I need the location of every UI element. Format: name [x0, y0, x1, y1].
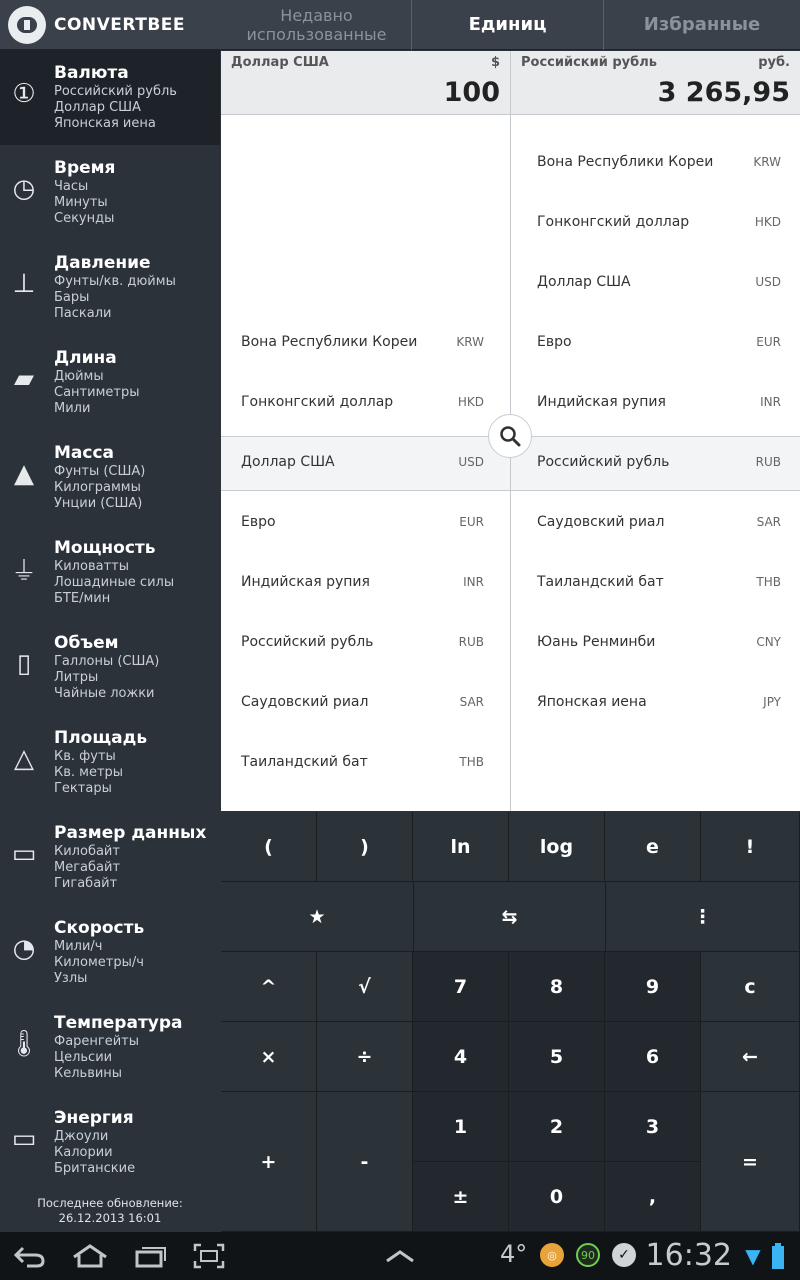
- key-button[interactable]: ln: [413, 812, 509, 882]
- sidebar-category[interactable]: [0, 1000, 220, 1095]
- weather-app-icon: ◎: [540, 1243, 564, 1267]
- sidebar-category-name: Площадь: [54, 728, 148, 748]
- unit-list-item[interactable]: [511, 255, 800, 309]
- equals-button[interactable]: =: [701, 1092, 800, 1232]
- unit-code: RUB: [458, 635, 484, 649]
- unit-code: CNY: [756, 635, 781, 649]
- sidebar-category-example: Гектары: [54, 781, 112, 796]
- minus-button[interactable]: -: [317, 1092, 413, 1232]
- from-unit-name: Доллар США: [231, 55, 329, 70]
- unit-name: Вона Республики Кореи: [537, 154, 714, 170]
- sidebar-category[interactable]: [0, 620, 220, 715]
- sidebar-category[interactable]: [0, 715, 220, 810]
- key-button[interactable]: √: [317, 952, 413, 1022]
- category-sidebar: [0, 50, 220, 1232]
- unit-code: HKD: [457, 395, 484, 409]
- conversion-header: [221, 51, 800, 115]
- sidebar-category-example: Унции (США): [54, 496, 143, 511]
- unit-lists: [221, 115, 800, 811]
- weight-icon: ▲: [14, 459, 34, 489]
- unit-code: KRW: [456, 335, 484, 349]
- sidebar-category-example: Мегабайт: [54, 860, 121, 875]
- key-button[interactable]: 3: [605, 1092, 701, 1162]
- top-bar: [0, 0, 800, 50]
- sidebar-category-name: Время: [54, 158, 116, 178]
- sidebar-category-example: Литры: [54, 670, 99, 685]
- sidebar-category-example: Мили: [54, 401, 91, 416]
- unit-list-item[interactable]: [511, 675, 800, 729]
- unit-name: Евро: [241, 514, 276, 530]
- wifi-icon: ▼: [745, 1244, 761, 1268]
- unit-list-item[interactable]: [511, 315, 800, 369]
- weather-temperature: 4°: [500, 1240, 528, 1268]
- unit-list-item[interactable]: [221, 495, 510, 549]
- key-button[interactable]: ,: [605, 1162, 701, 1232]
- sidebar-category-example: Кв. футы: [54, 749, 116, 764]
- unit-name: Гонконгский доллар: [241, 394, 394, 410]
- unit-name: Юань Ренминби: [537, 634, 656, 650]
- sidebar-category[interactable]: [0, 525, 220, 620]
- unit-name: Таиландский бат: [241, 754, 368, 770]
- clock: 16:32: [645, 1238, 732, 1273]
- sidebar-category-name: Размер данных: [54, 823, 207, 843]
- battery-icon: ▭: [11, 1124, 37, 1154]
- unit-name: Саудовский риал: [537, 514, 665, 530]
- from-unit-panel[interactable]: [221, 51, 510, 114]
- unit-name: Евро: [537, 334, 572, 350]
- unit-code: RUB: [755, 455, 781, 469]
- unit-name: Российский рубль: [537, 454, 670, 470]
- check-icon: ✓: [612, 1243, 636, 1267]
- sidebar-category-example: Километры/ч: [54, 955, 144, 970]
- unit-name: Доллар США: [537, 274, 631, 290]
- unit-name: Индийская рупия: [241, 574, 370, 590]
- sidebar-category-example: Минуты: [54, 195, 108, 210]
- app-brand: CONVERTBEE: [54, 14, 186, 35]
- pump-icon: ⊥: [12, 269, 36, 299]
- last-update-label: Последнее обновление:: [37, 1196, 183, 1210]
- unit-code: JPY: [763, 695, 781, 709]
- sidebar-category-example: Кельвины: [54, 1066, 123, 1081]
- sidebar-category[interactable]: [0, 145, 220, 240]
- unit-list-item[interactable]: [511, 555, 800, 609]
- sidebar-category-name: Масса: [54, 443, 115, 463]
- home-icon[interactable]: [70, 1240, 110, 1272]
- sidebar-category[interactable]: [0, 335, 220, 430]
- key-button[interactable]: 2: [509, 1092, 605, 1162]
- key-button[interactable]: 1: [413, 1092, 509, 1162]
- to-unit-symbol: руб.: [758, 55, 790, 70]
- sidebar-category-example: Японская иена: [54, 116, 156, 131]
- search-icon: [499, 425, 521, 447]
- sidebar-category-name: Давление: [54, 253, 151, 273]
- sidebar-category-example: Доллар США: [54, 100, 141, 115]
- sidebar-category-example: Цельсии: [54, 1050, 113, 1065]
- key-button[interactable]: 6: [605, 1022, 701, 1092]
- sidebar-category-name: Мощность: [54, 538, 156, 558]
- sidebar-category-name: Температура: [54, 1013, 183, 1033]
- back-icon[interactable]: [12, 1240, 48, 1272]
- sidebar-category-example: Сантиметры: [54, 385, 140, 400]
- ruler-icon: ▰: [14, 364, 34, 394]
- sidebar-category-example: Британские: [54, 1161, 136, 1176]
- sidebar-category-example: Паскали: [54, 306, 112, 321]
- key-button[interactable]: e: [605, 812, 701, 882]
- to-value: 3 265,95: [657, 77, 790, 108]
- unit-name: Вона Республики Кореи: [241, 334, 418, 350]
- unit-list-item[interactable]: [511, 435, 800, 489]
- key-button[interactable]: ×: [221, 1022, 317, 1092]
- search-button[interactable]: [488, 414, 532, 458]
- from-value[interactable]: 100: [443, 77, 500, 108]
- unit-name: Японская иена: [537, 694, 647, 710]
- sidebar-category-example: Узлы: [54, 971, 88, 986]
- to-unit-name: Российский рубль: [521, 55, 657, 70]
- unit-list-item[interactable]: [221, 615, 510, 669]
- key-button[interactable]: 7: [413, 952, 509, 1022]
- sidebar-category-example: Лошадиные силы: [54, 575, 175, 590]
- to-unit-list[interactable]: [510, 115, 800, 811]
- sidebar-category[interactable]: [0, 810, 220, 905]
- key-button[interactable]: 5: [509, 1022, 605, 1092]
- sidebar-category-example: Джоули: [54, 1129, 109, 1144]
- sidebar-category-name: Валюта: [54, 63, 129, 83]
- plug-icon: ⏚: [10, 556, 37, 587]
- system-navbar: [0, 1232, 800, 1280]
- plus-button[interactable]: +: [221, 1092, 317, 1232]
- sidebar-category-example: Калории: [54, 1145, 113, 1160]
- sidebar-category-example: Бары: [54, 290, 90, 305]
- unit-code: USD: [755, 275, 781, 289]
- key-button[interactable]: ÷: [317, 1022, 413, 1092]
- unit-name: Доллар США: [241, 454, 335, 470]
- unit-name: Гонконгский доллар: [537, 214, 690, 230]
- unit-list-item[interactable]: [511, 375, 800, 429]
- last-update-date: 26.12.2013 16:01: [58, 1211, 162, 1225]
- unit-list-item[interactable]: [511, 195, 800, 249]
- unit-code: EUR: [756, 335, 781, 349]
- sidebar-category-name: Объем: [54, 633, 119, 653]
- unit-name: Таиландский бат: [537, 574, 664, 590]
- tab-units[interactable]: Единиц: [412, 0, 604, 50]
- currency-icon: ①: [12, 79, 36, 109]
- unit-name: Российский рубль: [241, 634, 374, 650]
- unit-list-item[interactable]: [511, 615, 800, 669]
- sidebar-category[interactable]: [0, 905, 220, 1000]
- area-icon: △: [14, 744, 34, 774]
- sidebar-category-example: Киловатты: [54, 559, 129, 574]
- unit-code: KRW: [753, 155, 781, 169]
- unit-code: THB: [459, 755, 484, 769]
- sidebar-category-example: Фаренгейты: [54, 1034, 140, 1049]
- sidebar-category-example: Гигабайт: [54, 876, 118, 891]
- sidebar-category-example: Килограммы: [54, 480, 141, 495]
- speedometer-icon: ◔: [12, 934, 36, 964]
- sidebar-category-name: Длина: [54, 348, 117, 368]
- sidebar-category-example: БТЕ/мин: [54, 591, 111, 606]
- key-button[interactable]: !: [701, 812, 800, 882]
- key-button[interactable]: 8: [509, 952, 605, 1022]
- unit-list-item[interactable]: [511, 135, 800, 189]
- sidebar-category-example: Фунты/кв. дюймы: [54, 274, 176, 289]
- unit-list-item[interactable]: [221, 555, 510, 609]
- unit-code: SAR: [756, 515, 781, 529]
- unit-code: INR: [760, 395, 781, 409]
- sidebar-category-example: Килобайт: [54, 844, 120, 859]
- key-button[interactable]: ^: [221, 952, 317, 1022]
- unit-list-item[interactable]: [221, 435, 510, 489]
- unit-code: HKD: [754, 215, 781, 229]
- laptop-icon: ▭: [11, 839, 37, 869]
- to-unit-panel[interactable]: [510, 51, 800, 114]
- unit-list-item[interactable]: [221, 735, 510, 789]
- key-button[interactable]: 4: [413, 1022, 509, 1092]
- tab-recent[interactable]: Недавно использованные: [222, 0, 412, 50]
- recent-apps-icon[interactable]: [132, 1240, 168, 1272]
- sidebar-category-example: Кв. метры: [54, 765, 124, 780]
- sidebar-category-example: Часы: [54, 179, 89, 194]
- unit-code: EUR: [459, 515, 484, 529]
- sidebar-category[interactable]: [0, 430, 220, 525]
- sidebar-category-example: Галлоны (США): [54, 654, 160, 669]
- sidebar-category-example: Дюймы: [54, 369, 104, 384]
- thermometer-icon: 🌡: [7, 1029, 41, 1059]
- last-update: [0, 1196, 220, 1226]
- beaker-icon: ▯: [16, 649, 32, 679]
- key-button[interactable]: ←: [701, 1022, 800, 1092]
- sidebar-category-example: Мили/ч: [54, 939, 103, 954]
- from-unit-symbol: $: [490, 55, 500, 70]
- unit-code: THB: [756, 575, 781, 589]
- sidebar-category-example: Фунты (США): [54, 464, 146, 479]
- unit-code: USD: [458, 455, 484, 469]
- chevron-up-icon[interactable]: [382, 1240, 418, 1272]
- key-button[interactable]: (: [221, 812, 317, 882]
- unit-name: Саудовский риал: [241, 694, 369, 710]
- favorite-button[interactable]: ★: [221, 882, 414, 952]
- screenshot-icon[interactable]: [192, 1240, 226, 1272]
- bee-logo-icon: [8, 6, 46, 44]
- key-button[interactable]: ±: [413, 1162, 509, 1232]
- unit-list-item[interactable]: [221, 675, 510, 729]
- key-button[interactable]: 9: [605, 952, 701, 1022]
- unit-code: INR: [463, 575, 484, 589]
- unit-list-item[interactable]: [221, 315, 510, 369]
- key-button[interactable]: c: [701, 952, 800, 1022]
- app-logo: [0, 0, 222, 50]
- sidebar-category-example: Секунды: [54, 211, 115, 226]
- unit-code: SAR: [459, 695, 484, 709]
- sidebar-category[interactable]: [0, 50, 220, 145]
- clock-icon: ◷: [12, 174, 36, 204]
- unit-name: Индийская рупия: [537, 394, 666, 410]
- sidebar-category-example: Чайные ложки: [54, 686, 155, 701]
- keypad: [221, 812, 800, 1232]
- key-button[interactable]: log: [509, 812, 605, 882]
- sidebar-category[interactable]: [0, 1095, 220, 1190]
- from-unit-list[interactable]: [221, 115, 510, 811]
- battery-icon: [768, 1240, 788, 1272]
- sidebar-category[interactable]: [0, 240, 220, 335]
- swap-units-button[interactable]: ⇆: [414, 882, 606, 952]
- unit-list-item[interactable]: [221, 375, 510, 429]
- tab-favorites[interactable]: Избранные: [643, 14, 761, 35]
- sidebar-category-example: Российский рубль: [54, 84, 177, 99]
- cleaner-badge-icon: 90: [576, 1243, 600, 1267]
- unit-list-item[interactable]: [511, 495, 800, 549]
- key-button[interactable]: ): [317, 812, 413, 882]
- sidebar-category-name: Скорость: [54, 918, 145, 938]
- more-options-button[interactable]: ⋮: [606, 882, 800, 952]
- key-button[interactable]: 0: [509, 1162, 605, 1232]
- sidebar-category-name: Энергия: [54, 1108, 134, 1128]
